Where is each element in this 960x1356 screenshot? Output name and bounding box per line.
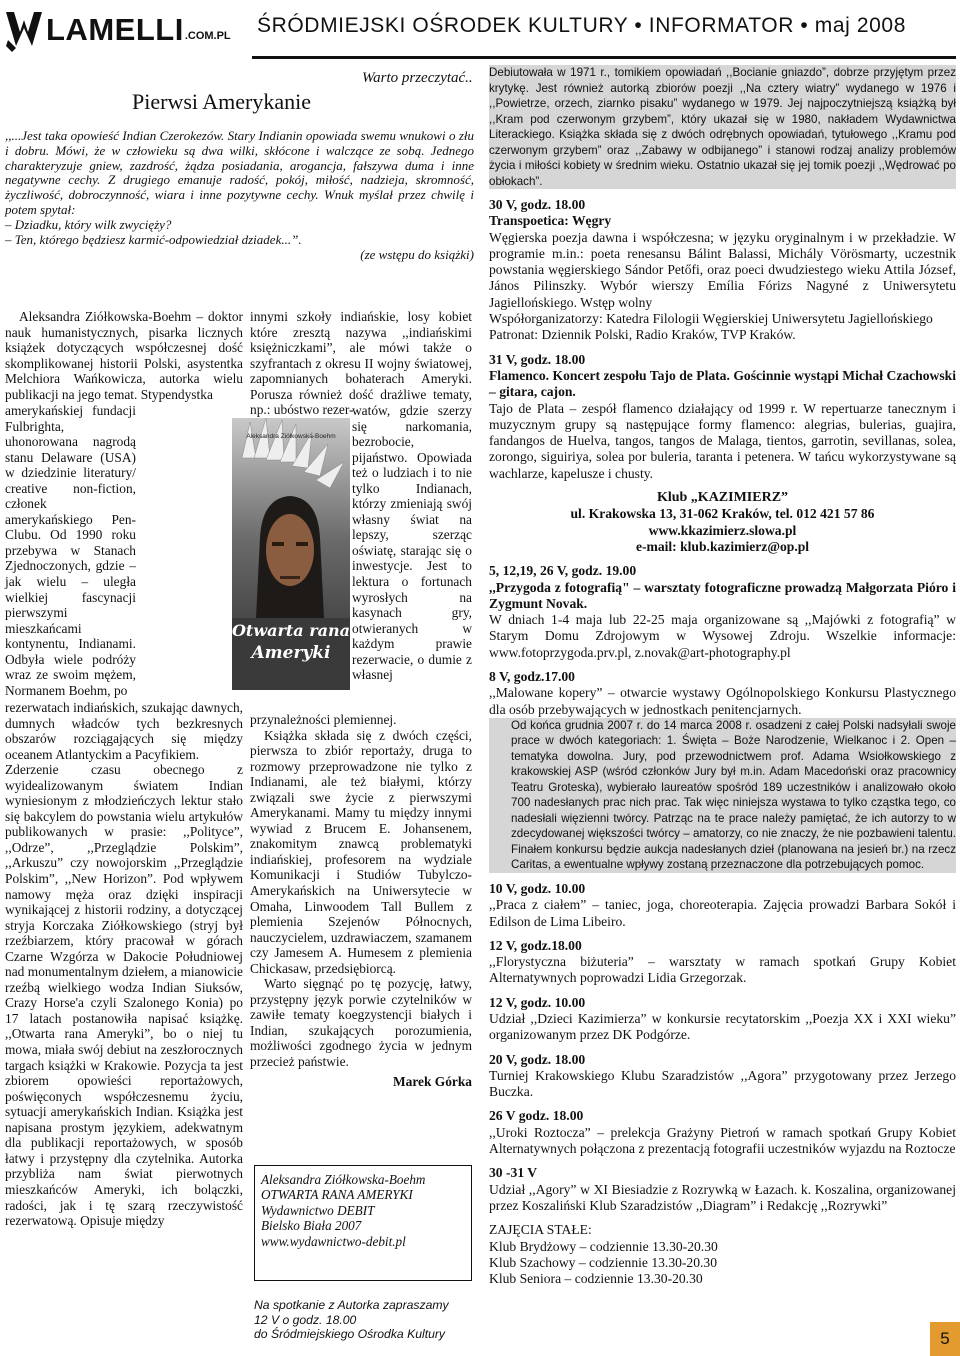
info-place: Bielsko Biała 2007 bbox=[261, 1218, 362, 1234]
meeting-line: Na spotkanie z Autorka zapraszamy bbox=[254, 1298, 449, 1312]
article-column-b-bottom bbox=[250, 712, 472, 1089]
book-cover-author: Aleksandra Ziółkowska-Boehm bbox=[246, 433, 336, 440]
event-text: ,,Praca z ciałem” – taniec, joga, choreoterapia. Zajęcia prowadzi Barbara Sokół i Edilson de Lima Libeiro. bbox=[489, 897, 956, 929]
logo-text: LAMELLI bbox=[46, 12, 184, 47]
article-column-a-narrow: amerykańskiej fundacji Fulbrighta, uhonorowana nagrodą stanu Delaware (USA) w dziedzinie literatury/ creative non-fiction, członek amerykańskiego Pen-Clubu. Od 1990 roku przebywa w Stanach Zjednoczonych, gdzie – jak wielu – uległa wielkiej fascynacji pierwszymi mieszkańcami kontynentu, Indianami. Odbyła wiele podróży wraz ze swoim mężem, Normanem Boehm, po bbox=[5, 403, 136, 698]
event-date: 12 V, godz. 10.00 bbox=[489, 994, 586, 1010]
event-text: Udział ,,Agory” w XI Biesiadzie z Rozrywką w Łazach. k. Koszalina, organizowanej przez Koszaliński Klub Szaradzistów ,,Diagram” i Redakcję ,,Rozrywki” bbox=[489, 1181, 956, 1213]
regular-activity: Klub Seniora – codziennie 13.30-20.30 bbox=[489, 1271, 703, 1287]
event-title: Transpoetica: Węgry bbox=[489, 213, 612, 229]
event-date: 10 V, godz. 10.00 bbox=[489, 880, 586, 896]
epigraph-source: (ze wstępu do książki) bbox=[360, 247, 474, 263]
event-date: 8 V, godz.17.00 bbox=[489, 669, 575, 685]
event-date: 30 -31 V bbox=[489, 1165, 538, 1181]
event-date: 31 V, godz. 18.00 bbox=[489, 351, 586, 367]
regular-activities bbox=[489, 1222, 956, 1287]
info-website: www.wydawnictwo-debit.pl bbox=[261, 1233, 406, 1249]
regular-activities-title: ZAJĘCIA STAŁE: bbox=[489, 1222, 592, 1238]
article-paragraph: Aleksandra Ziółkowska-Boehm – doktor nauk humanistycznych, pisarka licznych książek dotyczących współczesnej dość skomplikowanej historii Polski, asystentka Melchiora Wańkowicza, autorka wielu publikacji na jego temat. Stypendystka bbox=[5, 309, 243, 402]
event-title: Flamenco. Koncert zespołu Tajo de Plata. Gościnnie wystąpi Michał Czachowski – gitara, cajon. bbox=[489, 367, 956, 400]
header-rule bbox=[252, 56, 956, 59]
page-header bbox=[0, 0, 960, 62]
article-kicker: Warto przeczytać.. bbox=[362, 70, 473, 86]
logo-domain: .COM.PL bbox=[184, 30, 231, 42]
event-organizers: Współorganizatorzy: Katedra Filologii Węgierskiej Uniwersytetu Jagiellońskiego bbox=[489, 311, 933, 327]
epigraph-line: – Ten, którego będziesz karmić-odpowiedział dziadek...”. bbox=[5, 231, 302, 247]
event-text: W dniach 1-4 maja lub 22-25 maja organizowane są ,,Majówki z fotografią” w Starym Domu Zdrojowym w Wysowej Zdroju. Wszelkie informacje: www.fotoprzygoda.prv.pl, z.novak@art-photography.pl bbox=[489, 612, 956, 660]
events-column bbox=[489, 65, 956, 1287]
club-address-block bbox=[489, 490, 956, 555]
event-date: 20 V, godz. 18.00 bbox=[489, 1051, 586, 1067]
regular-activity: Klub Brydżowy – codziennie 13.30-20.30 bbox=[489, 1238, 718, 1254]
article-column-a-bottom bbox=[5, 700, 243, 1229]
epigraph-line: – Dziadku, który wilk zwycięży? bbox=[5, 216, 172, 232]
event-title: ,,Przygoda z fotografią" – warsztaty fotograficzne prowadzą Małgorzata Pióro i Zygmunt Novak. bbox=[489, 579, 956, 611]
info-publisher: Wydawnictwo DEBIT bbox=[261, 1202, 375, 1218]
article-column-b-side: watów, gdzie szerzy się narkomania, bezrobocie, pijaństwo. Opowiada też o ludziach i to nie tylko Indianach, którzy zmieniają swój własny świat na lepszy, szerząc oświatę, starając się o inwestycje. Jest to lektura o fortunach wyrosłych na kasynach gry, otwieranych w każdym prawie rezerwacie, o dumie z własnej bbox=[352, 403, 472, 683]
meeting-note bbox=[254, 1298, 472, 1342]
event-text: ,,Malowane kopery” – otwarcie wystawy Ogólnopolskiego Konkursu Plastycznego dla osób przebywających w jednostkach penitencjarnych. bbox=[489, 685, 956, 717]
event-text: Tajo de Plata – zespół flamenco działający od 1999 r. W repertuarze tanecznym i muzycznym grupy są następujące formy flamenco: alegrias, bulerias, guajira, fandangos de Huelva, tangos, tangos de Malaga, tientos, garrotin, sevillanas, solea, zorongo, siguiriya, solea por buleria, taranta i petenera. W tańcu wykorzystywane są wachlarze, kapelusze i chusty. bbox=[489, 400, 956, 481]
info-title: OTWARTA RANA AMERYKI bbox=[261, 1187, 413, 1203]
article-title: Pierwsi Amerykanie bbox=[132, 89, 312, 114]
article-epigraph bbox=[5, 129, 474, 263]
club-email[interactable]: e-mail: klub.kazimierz@op.pl bbox=[635, 538, 810, 554]
article-paragraph: Zderzenie czasu obecnego z wyidealizowanym światem Indian wyniesionym z młodzieńczych lektur stało się bakcylem do powstania wielu artykułów publikowanych w prasie: ,,Polityce”, ,,Odrze”, ,,Przeglądzie Polskim”, ,,Arkuszu” czy nowojorskim ,,Przeglądzie Polskim”, ,,New Horizon”. Pod wpływem namowy męża oraz dzięki inspiracji wynikającej z historii rodziny, a dotyczącej stryja Korczaka Ziółkowskiego (stryj był rzeźbiarzem, który pracował w górach Czarne Wzgórza w Dakocie Południowej nad monumentalnym dziełem, a mianowicie rzeźbą wielkiego wodza Indian Siuksów, Crazy Horse'a czyli Szalonego Konia) po 17 latach postanowiła napisać książkę. ,,Otwarta rana Ameryki”, bo o niej tu mowa, miała swój debiut na zeszłorocznych targach książki w Krakowie. Pozycja ta jest zbiorem opowieści reportażowych, poświęconych współczesnemu życiu, sytuacji amerykańskich Indian. Książka jest napisana prostym językiem, adekwatnym dla publikacji reportażowych, w sposób łatwy i przystępny dla czytelnika. Autorka przybliża nam świat pierwotnych mieszkańców Ameryki, ich bolączki, radości, jak i tę szarą rzeczywistość rezerwatową. Opisuje między bbox=[5, 762, 243, 1229]
lamelli-logo bbox=[4, 6, 231, 54]
masthead-title: ŚRÓDMIEJSKI OŚRODEK KULTURY • INFORMATOR • maj 2008 bbox=[257, 14, 906, 37]
book-cover-title-1: Otwarta rana bbox=[232, 621, 350, 640]
event-date: 5, 12,19, 26 V, godz. 19.00 bbox=[489, 563, 637, 579]
article-paragraph: Warto sięgnąć po tę pozycję, łatwy, przystępny język porwie czytelników w zawiłe tematy koegzystencji białych i Indian, szukających porozumienia, możliwości zgodnego życia w jednym przecież państwie. bbox=[250, 976, 472, 1070]
lamelli-w-icon bbox=[4, 6, 44, 54]
club-address: ul. Krakowska 13, 31-062 Kraków, tel. 012 421 57 86 bbox=[570, 506, 875, 522]
article-paragraph: rezerwatach indiańskich, szukając dawnych, dumnych władców tych bezkresnych obszarów rozciągających się między oceanem Atlantyckim a Pacyfikiem. bbox=[5, 700, 243, 762]
meeting-line: 12 V o godz. 18.00 bbox=[254, 1312, 357, 1327]
page-number: 5 bbox=[930, 1322, 960, 1356]
article-paragraph: Książka składa się z dwóch części, pierwsza to zbiór reportaży, druga to rozmowy przeprowadzone nie tylko z Indianami, ale też białymi, którzy związali swe życie z pierwszymi Amerykanami. Mamy tu między innymi wywiad z Brucem E. Johansenem, znakomitym znawcą problematyki indiańskiej, profesorem na wydziale Komunikacji i Studiów Tubylczo-Amerykańskich na Uniwersytecie w Omaha, Linwoodem Tall Bullem z plemienia Szejenów Północnych, nauczycielem, uzdrawiaczem, szamanem czy Jamesem A. Humesem z plemienia Chickasaw, przedsiębiorcą. bbox=[250, 727, 472, 976]
book-cover-image bbox=[232, 418, 350, 690]
book-info-box bbox=[254, 1165, 472, 1281]
event-patronage: Patronat: Dziennik Polski, Radio Kraków, TVP Kraków. bbox=[489, 327, 796, 343]
article-signature: Marek Górka bbox=[393, 1073, 472, 1089]
meeting-line: do Śródmiejskiego Ośrodka Kultury bbox=[254, 1327, 446, 1342]
event-date: 26 V godz. 18.00 bbox=[489, 1108, 584, 1124]
grey-intro-box: Debiutowała w 1971 r., tomikiem opowiadań ,,Bocianie gniazdo”, dobrze przyjętym przez krytykę. Jest również autorką zbiorów poezji ,,Na cztery wiatry” wydanego w 1976 i ,,Powietrze, orzech, ziarnko pisaku” wydanego w 1979. Jej najpoczytniejszą książką był ,,Kram pod czerwonym grzybem”, który ukazał się w 1980, nakładem Wydawnictwa Literackiego. Książka składa się z dwóch odrębnych opowiadań, tytułowego ,,Kramu pod czerwonym grzybem” oraz ,,Zabawy w odbijanego” i stanowi rodzaj analizy problemów życia i miłości kobiety w średnim wieku. Ostatnio ukazał się jej tomik poezji ,,Wędrować po obłokach”. bbox=[489, 66, 956, 188]
book-cover-title-2: Ameryki bbox=[251, 643, 331, 663]
event-text: Udział ,,Dzieci Kazimierza” w konkursie recytatorskim ,,Poezja XX i XXI wieku” organizowanym przez DK Podgórze. bbox=[489, 1010, 956, 1043]
grey-detail-box: Od końca grudnia 2007 r. do 14 marca 2008 r. osadzeni z całej Polski nadsyłali swoje prace w dwóch kategoriach: 1. Święta – Boże Narodzenie, Wielkanoc i 2. Open – tematyka dowolna. Jury, pod przewodnictwem prof. Adama Wsiołkowskiego z krakowskiej ASP (wśród członków Jury był m.in. Adam Macedoński oraz pracownicy Teatru Groteska), wybierało laureatów spośród 189 uczestników i analizowało około 700 nadesłanych prac nich prac. Tak więc niniejsza wystawa to tylko cząstka tego, co nadesłali więzienni twórcy. Patrząc na te prace należy pamiętać, że ich autorzy to w zdecydowanej większości twórcy – amatorzy, co nie znaczy, że nie pozbawieni talentu. Finałem konkursu będzie aukcja nadesłanych dzieł (planowana na jesień br.) na rzecz Caritas, a ewentualne wpływy zostaną przeznaczone dla potrzebujących pomoc. bbox=[489, 718, 956, 873]
info-author: Aleksandra Ziółkowska-Boehm bbox=[261, 1172, 426, 1187]
epigraph-paragraph: ,,...Jest taka opowieść Indian Czerokezów. Stary Indianin opowiada swemu wnukowi o złu i dobru. Mówi, że w człowieku są dwa wilki, skłócone i walczące ze sobą. Jednego charakteryzuje gniew, zazdrość, żądza posiadania, arogancja, fałszywa duma i inne negatywne cechy. Z drugiego emanuje radość, pokój, miłość, nadzieja, skromność, życzliwość, dobroczynność, wiara i inne pozytywne cechy. Wnuk myślał przez chwilę i potem spytał: bbox=[5, 128, 474, 217]
article-column-b-top: innymi szkoły indiańskie, losy kobiet które zresztą nazywa ,,indiańskimi księżniczkami”, ale mówi także o szyfrantach z okresu II wojny światowej, zapomnianych bohaterach Ameryki. Porusza również dość drażliwe tematy, np.: ubóstwo rezer- bbox=[250, 309, 472, 418]
regular-activity: Klub Szachowy – codziennie 13.30-20.30 bbox=[489, 1254, 718, 1270]
event-text: Turniej Krakowskiego Klubu Szaradzistów ,,Agora” przygotowany przez Jerzego Buczka. bbox=[489, 1067, 956, 1100]
club-name: Klub „KAZIMIERZ” bbox=[656, 490, 789, 506]
club-website[interactable]: www.kkazimierz.slowa.pl bbox=[648, 522, 797, 538]
event-date: 30 V, godz. 18.00 bbox=[489, 197, 586, 212]
event-date: 12 V, godz.18.00 bbox=[489, 937, 582, 953]
event-text: ,,Uroki Roztocza” – prelekcja Grażyny Pietroń w ramach spotkań Grupy Kobiet Alternatywnych połączona z prezentacją fotografii uczestników wyjazdu na Roztocze bbox=[489, 1124, 956, 1157]
article-column-a-top bbox=[5, 309, 243, 402]
article-paragraph: przynależności plemiennej. bbox=[250, 712, 397, 727]
event-text: ,,Florystyczna biżuteria” – warsztaty w ramach spotkań Grupy Kobiet Alternatywnych poprowadzi Lidia Grzegorzak. bbox=[489, 954, 956, 986]
event-text: Węgierska poezja dawna i współczesna; w języku oryginalnym i w przekładzie. W programie m.in.: poeta renesansu Bálint Balassi, Michály Vörösmarty, uczestnik powstania węgierskiego Sándor Petőfi, oraz poeci dwudziestego wieku Attila József, János Pilinszky. Wybór wierszy Emília Fórizs Nagyné z Uniwersytetu Jagiellońskiego. Wstęp wolny bbox=[489, 229, 956, 310]
